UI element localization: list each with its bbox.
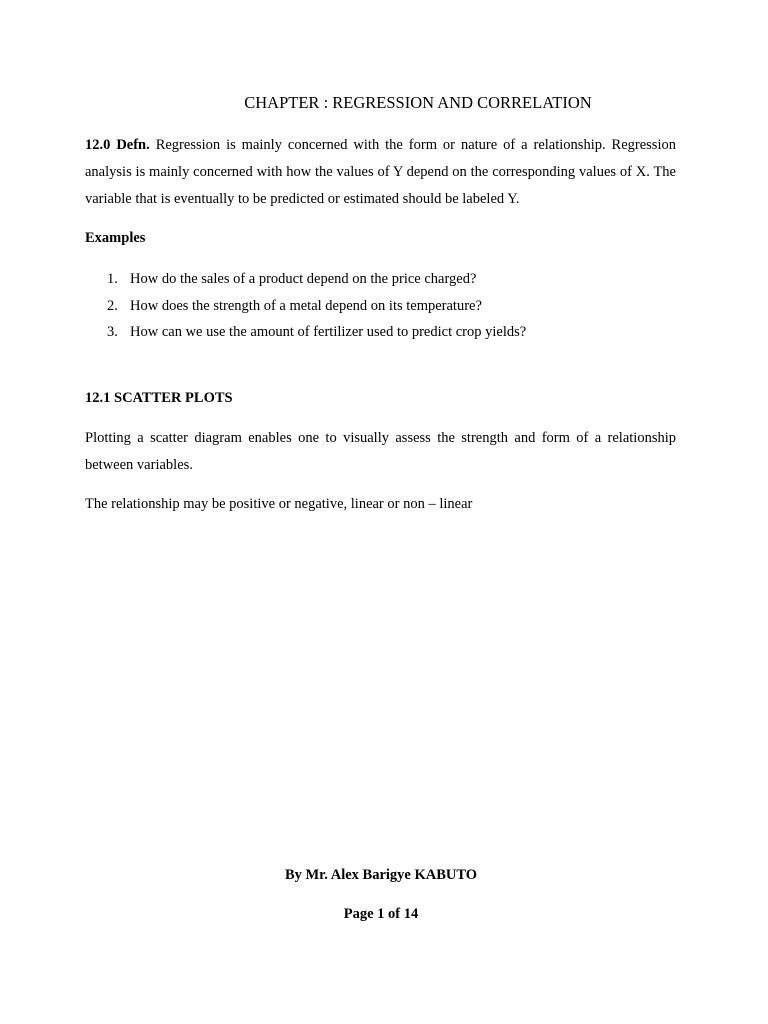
definition-paragraph <box>85 132 676 213</box>
list-item-text: How can we use the amount of fertilizer used to predict crop yields? <box>130 324 527 340</box>
list-item-number: 2. <box>107 297 118 314</box>
relationship-paragraph: The relationship may be positive or negative, linear or non – linear <box>85 496 473 512</box>
list-item-text: How does the strength of a metal depend on its temperature? <box>130 297 482 314</box>
list-item-number: 3. <box>107 324 118 340</box>
list-item-text: How do the sales of a product depend on the price charged? <box>130 271 477 287</box>
scatter-plots-heading: 12.1 SCATTER PLOTS <box>85 390 233 406</box>
definition-text: Regression is mainly concerned with the form or nature of a relationship. Regression analysis is mainly concerned with how the values of Y depend on the corresponding values of X. The variable that is eventually to be predicted or estimated should be labeled Y. <box>85 137 676 207</box>
examples-heading: Examples <box>85 230 146 246</box>
examples-list <box>85 266 526 346</box>
definition-label: 12.0 Defn. <box>85 137 150 153</box>
page-number: Page 1 of 14 <box>343 906 419 922</box>
list-item-number: 1. <box>107 271 118 287</box>
chapter-title: CHAPTER : REGRESSION AND CORRELATION <box>244 93 592 112</box>
list-item <box>85 266 526 293</box>
scatter-plots-paragraph: Plotting a scatter diagram enables one to visually assess the strength and form of a relationship between variables. <box>85 430 676 473</box>
list-item <box>85 293 526 320</box>
list-item <box>85 319 526 346</box>
author-line: By Mr. Alex Barigye KABUTO <box>284 867 478 883</box>
